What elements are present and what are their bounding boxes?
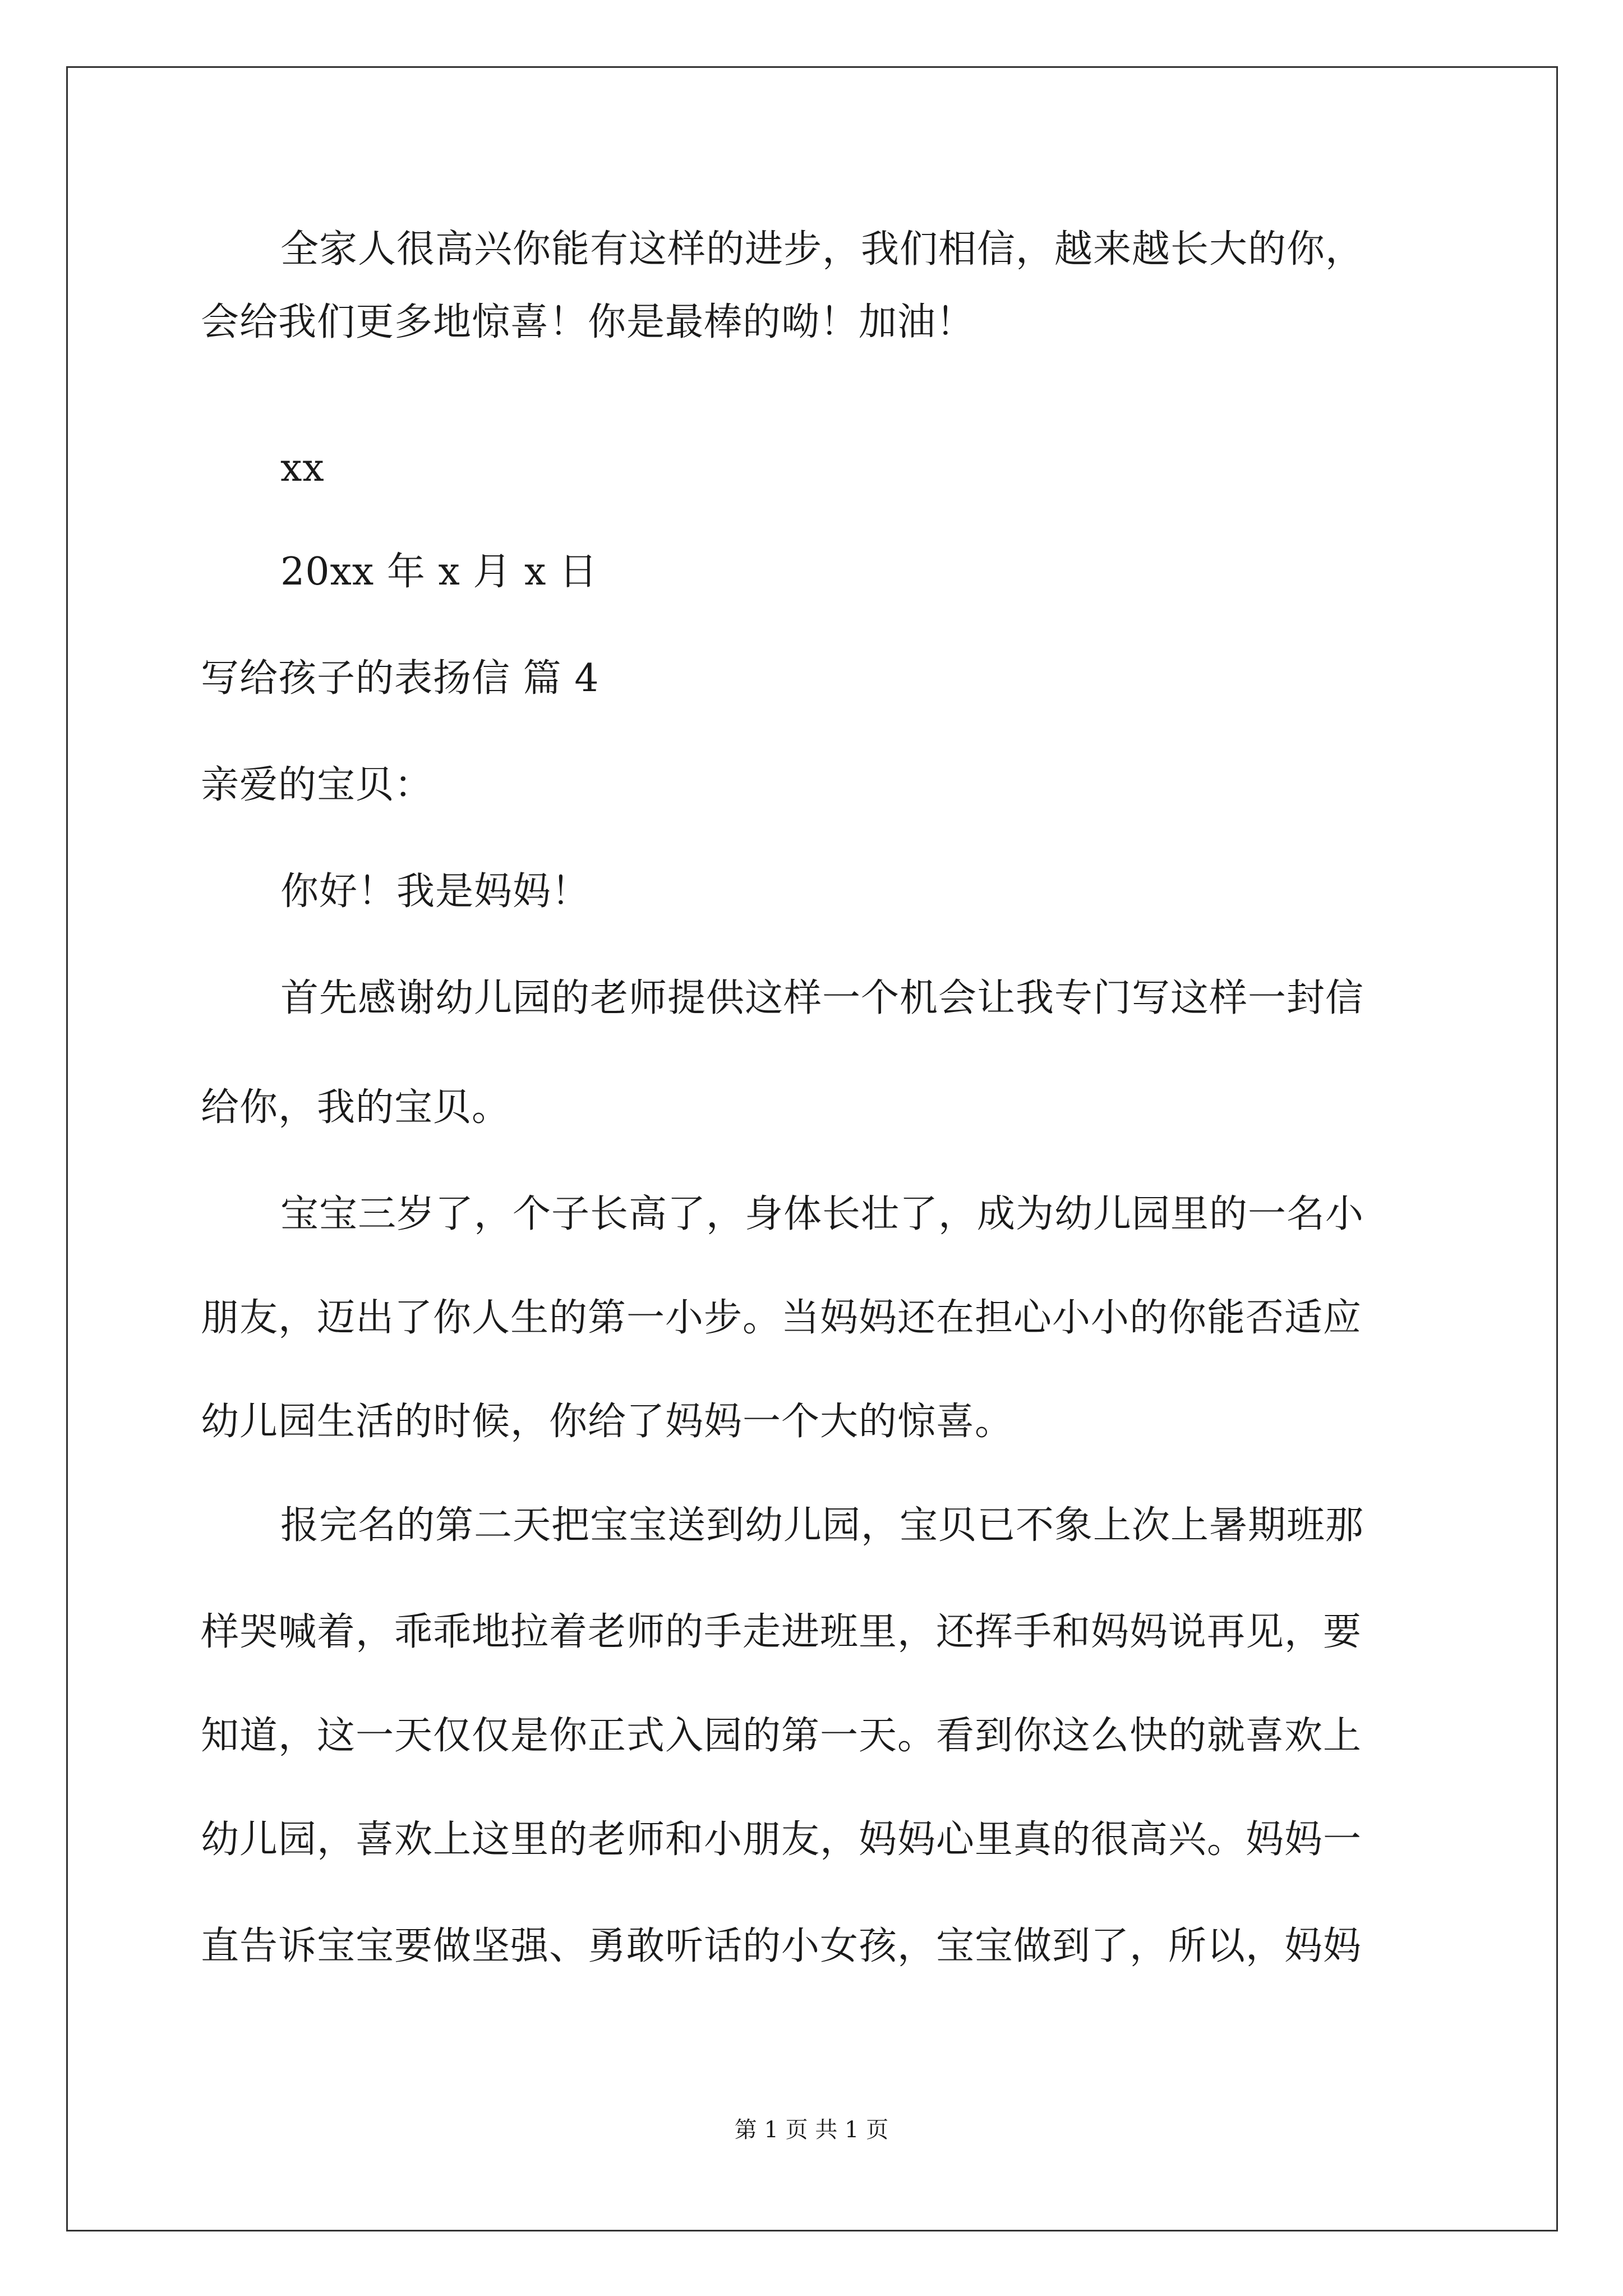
body-line: 给你，我的宝贝。 <box>201 1085 511 1130</box>
date: 20xx 年 x 月 x 日 <box>280 550 598 594</box>
signature: xx <box>280 446 325 490</box>
body-line: 会给我们更多地惊喜！你是最棒的呦！加油！ <box>201 300 975 344</box>
body-line: 样哭喊着，乖乖地拉着老师的手走进班里，还挥手和妈妈说再见，要 <box>201 1610 1362 1654</box>
body-line: 幼儿园生活的时候，你给了妈妈一个大的惊喜。 <box>201 1400 1014 1444</box>
body-line: 朋友，迈出了你人生的第一小步。当妈妈还在担心小小的你能否适应 <box>201 1296 1362 1340</box>
body-line: 知道，这一天仅仅是你正式入园的第一天。看到你这么快的就喜欢上 <box>201 1714 1362 1758</box>
body-line: 幼儿园，喜欢上这里的老师和小朋友，妈妈心里真的很高兴。妈妈一 <box>201 1818 1362 1862</box>
section-title: 写给孩子的表扬信 篇 4 <box>201 656 600 701</box>
page-frame <box>66 66 1558 2231</box>
body-line: 报完名的第二天把宝宝送到幼儿园，宝贝已不象上次上暑期班那 <box>280 1503 1364 1548</box>
body-line: 直告诉宝宝要做坚强、勇敢听话的小女孩，宝宝做到了，所以，妈妈 <box>201 1924 1362 1968</box>
body-line: 全家人很高兴你能有这样的进步，我们相信，越来越长大的你， <box>280 227 1364 272</box>
page-footer: 第 1 页 共 1 页 <box>734 2117 889 2143</box>
body-line: 宝宝三岁了，个子长高了，身体长壮了，成为幼儿园里的一名小 <box>280 1192 1364 1236</box>
salutation: 亲爱的宝贝： <box>201 763 434 807</box>
body-line: 首先感谢幼儿园的老师提供这样一个机会让我专门写这样一封信 <box>280 976 1364 1020</box>
greeting: 你好！我是妈妈！ <box>280 869 591 914</box>
